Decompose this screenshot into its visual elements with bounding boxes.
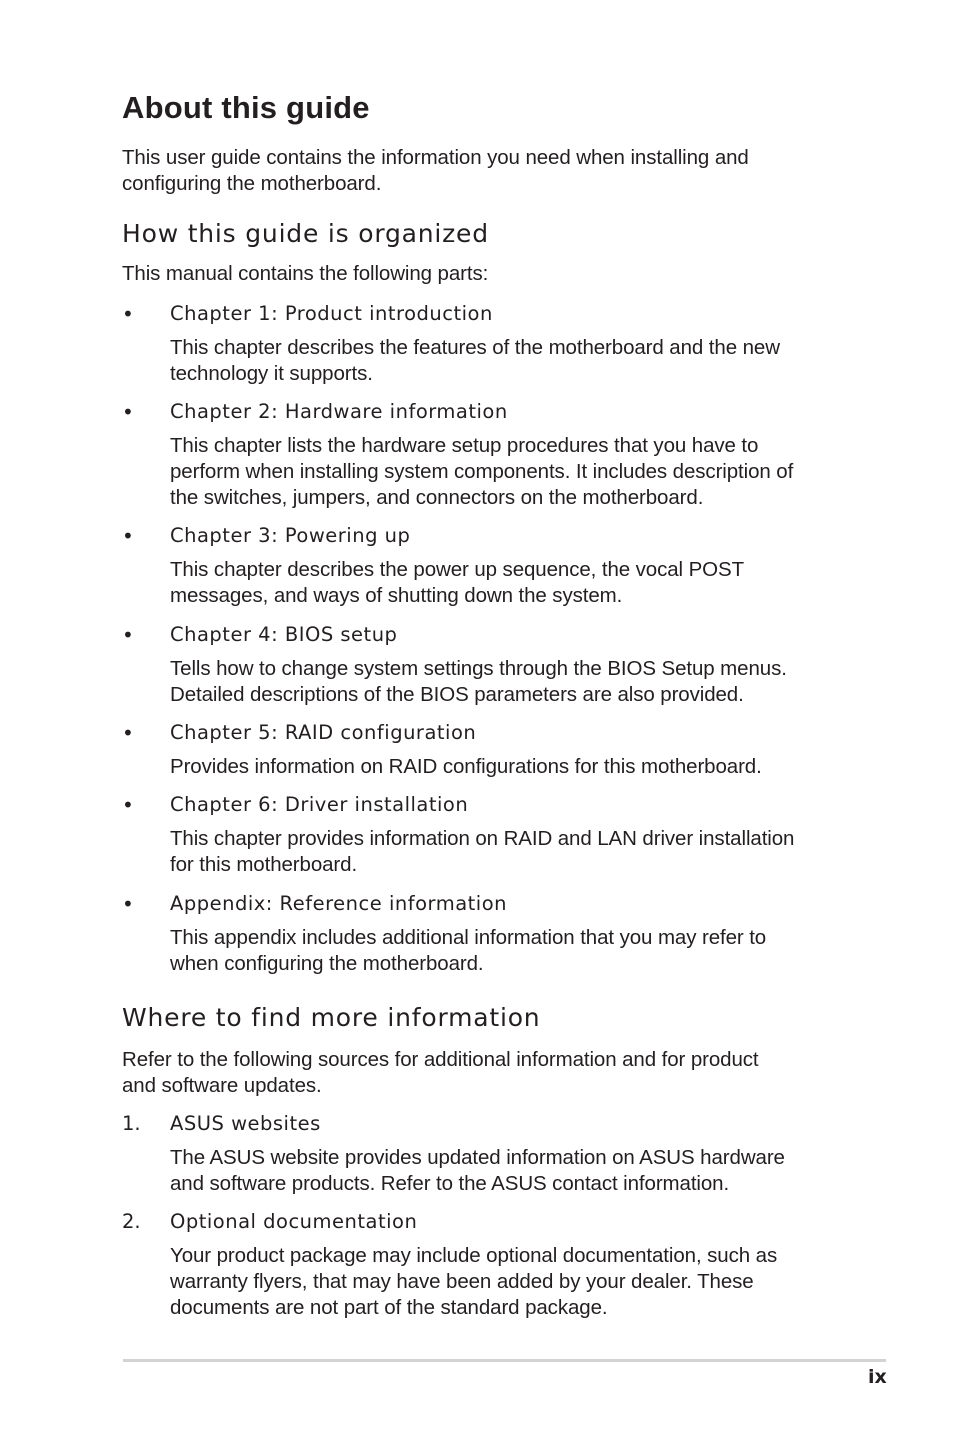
chapter-2-desc-line-2: perform when installing system components. It includes description of [170, 460, 794, 483]
chapter-1-desc-line-2: technology it supports. [170, 362, 373, 385]
bullet-icon: • [122, 302, 134, 326]
bullet-icon: • [122, 524, 134, 548]
chapter-6-desc-line-2: for this motherboard. [170, 853, 358, 876]
more-info-lead-line-2: and software updates. [122, 1074, 322, 1097]
bullet-icon: • [122, 892, 134, 916]
chapter-5-desc-line-1: Provides information on RAID configurations for this motherboard. [170, 755, 762, 778]
asus-websites-desc-line-1: The ASUS website provides updated information on ASUS hardware [170, 1146, 785, 1169]
chapter-2-desc-line-1: This chapter lists the hardware setup procedures that you have to [170, 434, 759, 457]
bullet-icon: • [122, 793, 134, 817]
organized-lead: This manual contains the following parts: [122, 262, 489, 285]
chapter-2-desc-line-3: the switches, jumpers, and connectors on the motherboard. [170, 486, 704, 509]
chapter-4-desc-line-1: Tells how to change system settings through the BIOS Setup menus. [170, 657, 787, 680]
list-number: 2. [122, 1210, 141, 1233]
chapter-6-title: Chapter 6: Driver installation [170, 793, 469, 816]
section-heading-more-info: Where to find more information [122, 1003, 541, 1032]
appendix-title: Appendix: Reference information [170, 892, 507, 915]
intro-line-2: configuring the motherboard. [122, 172, 382, 195]
bullet-icon: • [122, 721, 134, 745]
optional-documentation-desc-line-2: warranty flyers, that may have been added by your dealer. These [170, 1270, 754, 1293]
chapter-4-title: Chapter 4: BIOS setup [170, 623, 398, 646]
intro-line-1: This user guide contains the information you need when installing and [122, 146, 749, 169]
optional-documentation-desc-line-3: documents are not part of the standard package. [170, 1296, 608, 1319]
bullet-icon: • [122, 623, 134, 647]
footer-rule [123, 1359, 886, 1362]
appendix-desc-line-2: when configuring the motherboard. [170, 952, 484, 975]
optional-documentation-desc-line-1: Your product package may include optional documentation, such as [170, 1244, 778, 1267]
chapter-1-desc-line-1: This chapter describes the features of the motherboard and the new [170, 336, 780, 359]
bullet-icon: • [122, 400, 134, 424]
optional-documentation-title: Optional documentation [170, 1210, 418, 1233]
chapter-3-desc-line-1: This chapter describes the power up sequence, the vocal POST [170, 558, 745, 581]
chapter-5-title: Chapter 5: RAID configuration [170, 721, 477, 744]
chapter-4-desc-line-2: Detailed descriptions of the BIOS parameters are also provided. [170, 683, 744, 706]
section-heading-organized: How this guide is organized [122, 219, 489, 248]
chapter-2-title: Chapter 2: Hardware information [170, 400, 508, 423]
asus-websites-title: ASUS websites [170, 1112, 321, 1135]
page-number: ix [868, 1366, 887, 1388]
page-title: About this guide [122, 90, 370, 125]
chapter-3-desc-line-2: messages, and ways of shutting down the system. [170, 584, 623, 607]
chapter-6-desc-line-1: This chapter provides information on RAID and LAN driver installation [170, 827, 795, 850]
more-info-lead-line-1: Refer to the following sources for additional information and for product [122, 1048, 759, 1071]
chapter-3-title: Chapter 3: Powering up [170, 524, 411, 547]
appendix-desc-line-1: This appendix includes additional information that you may refer to [170, 926, 767, 949]
chapter-1-title: Chapter 1: Product introduction [170, 302, 493, 325]
asus-websites-desc-line-2: and software products. Refer to the ASUS contact information. [170, 1172, 730, 1195]
list-number: 1. [122, 1112, 141, 1135]
